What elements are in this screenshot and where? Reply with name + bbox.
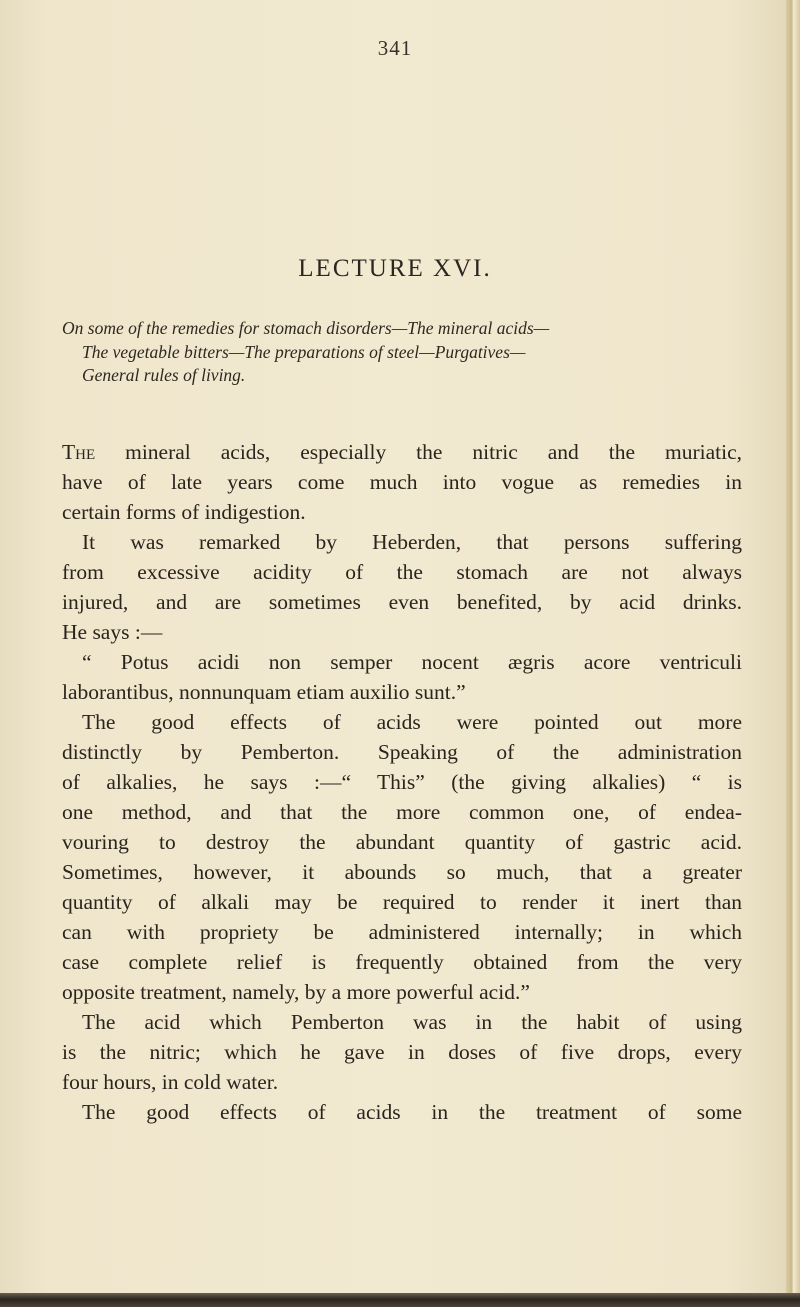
text-line: The acid which Pemberton was in the habit of using (82, 1010, 742, 1034)
summary-line: The vegetable bitters—The preparations of steel—Purgatives— (82, 341, 526, 362)
chapter-title: LECTURE XVI. (298, 255, 492, 282)
page-number: 341 (377, 36, 413, 60)
text-line (62, 437, 742, 467)
body-text (62, 437, 742, 1127)
text-line: can with propriety be administered internally; in which (62, 920, 742, 944)
text-line: of alkalies, he says :—“ This” (the giving alkalies) “ is (62, 770, 742, 794)
text-line: The good effects of acids were pointed out more (82, 710, 742, 734)
text-line: injured, and are sometimes even benefited, by acid drinks. (62, 590, 742, 614)
text-line: He says :— (62, 620, 163, 644)
text-line: four hours, in cold water. (62, 1070, 279, 1094)
chapter-summary (62, 317, 742, 388)
text-line: “ Potus acidi non semper nocent ægris acore ventriculi (82, 650, 742, 674)
text-line: laborantibus, nonnunquam etiam auxilio sunt.” (62, 680, 466, 704)
binding-edge (0, 1293, 800, 1307)
text-line: have of late years come much into vogue as remedies in (62, 470, 742, 494)
text-line: is the nitric; which he gave in doses of five drops, every (62, 1040, 742, 1064)
summary-line: On some of the remedies for stomach disorders—The mineral acids— (62, 318, 550, 338)
text-line: opposite treatment, namely, by a more powerful acid.” (62, 980, 530, 1004)
text-line: It was remarked by Heberden, that persons suffering (82, 530, 742, 554)
text-line: The good effects of acids in the treatment of some (82, 1100, 742, 1124)
page-edge (786, 0, 800, 1307)
summary-line: General rules of living. (82, 365, 246, 385)
text-line: case complete relief is frequently obtained from the very (62, 950, 742, 974)
text-line-rest: mineral acids, especially the nitric and the muriatic, (95, 440, 742, 464)
text-line: quantity of alkali may be required to render it inert than (62, 890, 742, 914)
text-line: from excessive acidity of the stomach are not always (62, 560, 742, 584)
drop-word: The (62, 440, 96, 464)
text-line: distinctly by Pemberton. Speaking of the administration (62, 740, 742, 764)
text-line: Sometimes, however, it abounds so much, that a greater (62, 860, 742, 884)
text-line: vouring to destroy the abundant quantity of gastric acid. (62, 830, 742, 854)
text-line: certain forms of indigestion. (62, 500, 306, 524)
text-line: one method, and that the more common one, of endea- (62, 800, 742, 824)
